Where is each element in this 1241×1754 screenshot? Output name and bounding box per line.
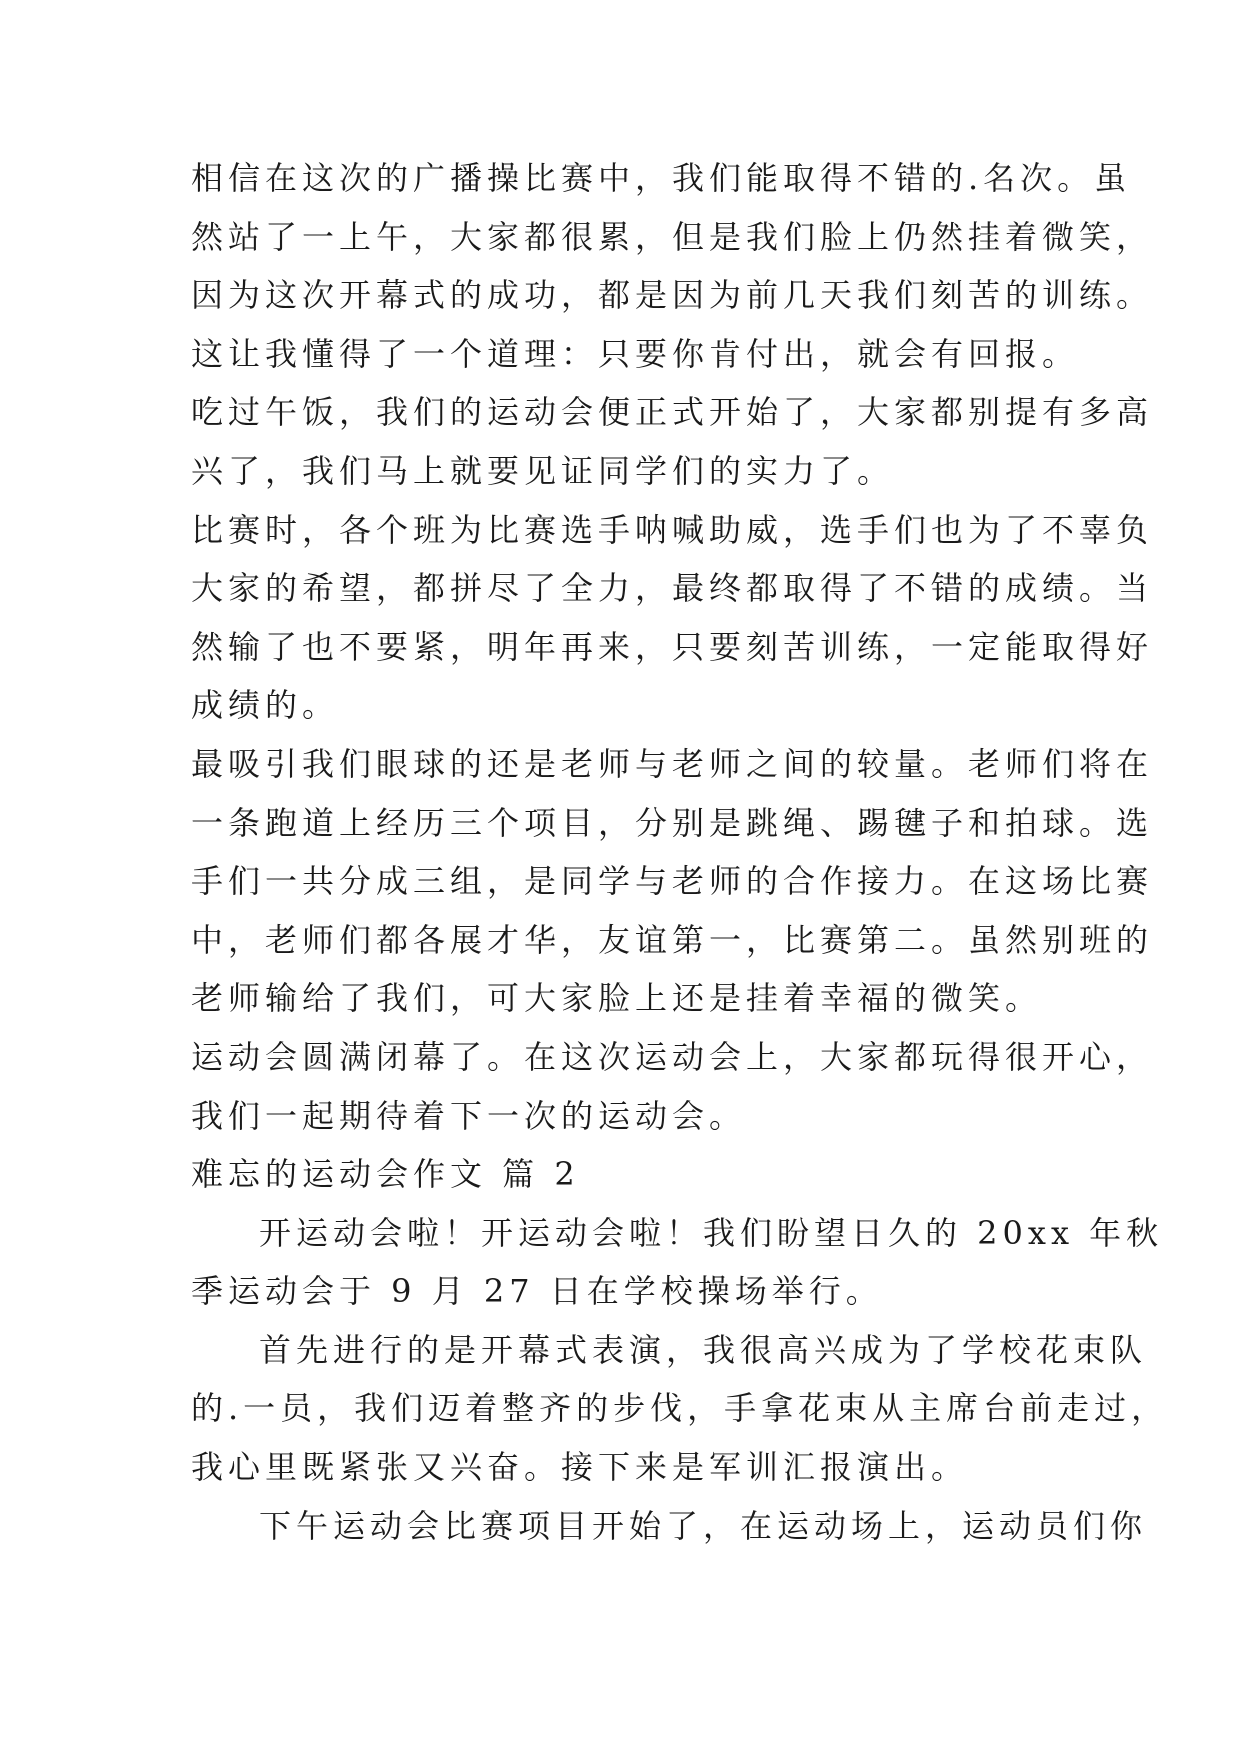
text-line: 中，老师们都各展才华，友谊第一，比赛第二。虽然别班的 [191,920,1154,959]
text-line: 这让我懂得了一个道理：只要你肯付出，就会有回报。 [191,334,1080,373]
text-line: 开运动会啦！开运动会啦！我们盼望日久的 20xx 年秋 [259,1213,1164,1252]
text-line: 吃过午饭，我们的运动会便正式开始了，大家都别提有多高 [191,393,1154,432]
text-line: 因为这次开幕式的成功，都是因为前几天我们刻苦的训练。 [191,276,1154,315]
text-line: 相信在这次的广播操比赛中，我们能取得不错的.名次。虽 [191,159,1132,197]
text-line: 的.一员，我们迈着整齐的步伐，手拿花束从主席台前走过， [191,1389,1169,1428]
text-line: 季运动会于 9 月 27 日在学校操场举行。 [191,1272,883,1311]
text-line: 然站了一上午，大家都很累，但是我们脸上仍然挂着微笑， [191,217,1154,256]
text-line: 老师输给了我们，可大家脸上还是挂着幸福的微笑。 [191,979,1043,1018]
text-line: 大家的希望，都拼尽了全力，最终都取得了不错的成绩。当 [191,569,1154,608]
text-line: 下午运动会比赛项目开始了，在运动场上，运动员们你 [259,1506,1148,1545]
text-line: 最吸引我们眼球的还是老师与老师之间的较量。老师们将在 [191,744,1154,783]
text-line: 比赛时，各个班为比赛选手呐喊助威，选手们也为了不辜负 [191,510,1154,549]
text-line: 成绩的。 [191,686,340,725]
text-line: 手们一共分成三组，是同学与老师的合作接力。在这场比赛 [191,862,1154,901]
text-line: 我心里既紧张又兴奋。接下来是军训汇报演出。 [191,1448,969,1487]
text-line: 首先进行的是开幕式表演，我很高兴成为了学校花束队 [259,1330,1148,1369]
text-line: 一条跑道上经历三个项目，分别是跳绳、踢毽子和拍球。选 [191,803,1154,842]
section-heading: 难忘的运动会作文 篇 2 [191,1155,580,1194]
text-line: 兴了，我们马上就要见证同学们的实力了。 [191,451,895,490]
text-line: 我们一起期待着下一次的运动会。 [191,1096,747,1135]
document-body [191,149,1169,1555]
text-line: 然输了也不要紧，明年再来，只要刻苦训练，一定能取得好 [191,627,1154,666]
text-line: 运动会圆满闭幕了。在这次运动会上，大家都玩得很开心， [191,1037,1154,1076]
